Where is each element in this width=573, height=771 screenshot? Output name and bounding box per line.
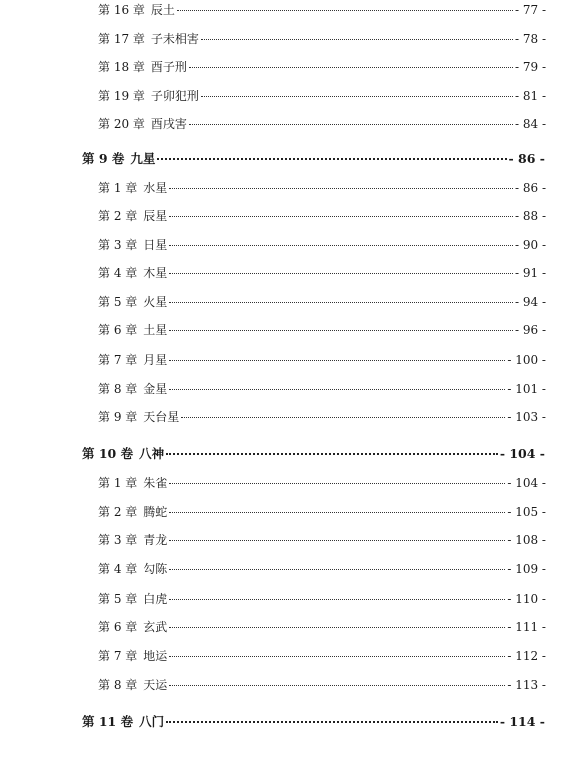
toc-volume-entry[interactable] [82, 714, 545, 730]
chapter-number: 第 17 章 [98, 32, 145, 46]
toc-chapter-entry[interactable] [98, 59, 546, 75]
chapter-number: 第 1 章 [98, 476, 138, 490]
chapter-number: 第 1 章 [98, 181, 138, 195]
dot-leader [181, 417, 505, 418]
dot-leader [189, 124, 513, 125]
page-number: - 90 - [514, 238, 546, 252]
toc-chapter-entry[interactable] [98, 619, 546, 635]
dot-leader [169, 360, 505, 361]
chapter-title: 水星 [143, 181, 168, 195]
volume-title: 九星 [130, 151, 156, 166]
chapter-title: 辰星 [143, 209, 168, 223]
dot-leader [169, 569, 505, 570]
toc-chapter-entry[interactable] [98, 88, 546, 104]
page-number: - 110 - [507, 592, 546, 606]
chapter-number: 第 4 章 [98, 562, 138, 576]
dot-leader [169, 540, 505, 541]
dot-leader [169, 483, 505, 484]
chapter-number: 第 7 章 [98, 649, 138, 663]
chapter-number: 第 8 章 [98, 382, 138, 396]
chapter-number: 第 2 章 [98, 505, 138, 519]
page-number: - 96 - [514, 323, 546, 337]
chapter-number: 第 6 章 [98, 620, 138, 634]
toc-chapter-entry[interactable] [98, 532, 546, 548]
chapter-title: 金星 [143, 382, 168, 396]
toc-chapter-entry[interactable] [98, 180, 546, 196]
toc-chapter-entry[interactable] [98, 208, 546, 224]
page-number: - 114 - [499, 714, 545, 729]
dot-leader [157, 158, 506, 160]
chapter-title: 玄武 [143, 620, 168, 634]
toc-volume-entry[interactable] [82, 151, 545, 167]
volume-title: 八神 [139, 446, 165, 461]
chapter-number: 第 8 章 [98, 678, 138, 692]
page-number: - 109 - [507, 562, 546, 576]
toc-chapter-entry[interactable] [98, 677, 546, 693]
toc-chapter-entry[interactable] [98, 352, 546, 368]
dot-leader [169, 245, 513, 246]
page-number: - 88 - [514, 209, 546, 223]
volume-number: 第 10 卷 [82, 446, 134, 461]
toc-chapter-entry[interactable] [98, 322, 546, 338]
chapter-number: 第 4 章 [98, 266, 138, 280]
dot-leader [166, 721, 498, 723]
dot-leader [169, 512, 505, 513]
dot-leader [177, 10, 513, 11]
volume-title: 八门 [139, 714, 165, 729]
toc-volume-entry[interactable] [82, 446, 545, 462]
page-number: - 77 - [514, 3, 546, 17]
dot-leader [169, 389, 505, 390]
chapter-title: 朱雀 [143, 476, 168, 490]
page-number: - 91 - [514, 266, 546, 280]
chapter-title: 月星 [143, 353, 168, 367]
toc-chapter-entry[interactable] [98, 237, 546, 253]
chapter-title: 青龙 [143, 533, 168, 547]
chapter-title: 天运 [143, 678, 168, 692]
page-number: - 105 - [507, 505, 546, 519]
toc-chapter-entry[interactable] [98, 409, 546, 425]
dot-leader [169, 685, 505, 686]
dot-leader [169, 330, 513, 331]
chapter-title: 火星 [143, 295, 168, 309]
toc-chapter-entry[interactable] [98, 561, 546, 577]
chapter-title: 勾陈 [143, 562, 168, 576]
volume-number: 第 11 卷 [82, 714, 134, 729]
chapter-number: 第 9 章 [98, 410, 138, 424]
dot-leader [189, 67, 513, 68]
dot-leader [169, 216, 513, 217]
dot-leader [169, 627, 505, 628]
chapter-number: 第 19 章 [98, 89, 145, 103]
dot-leader [169, 656, 505, 657]
chapter-number: 第 5 章 [98, 592, 138, 606]
chapter-number: 第 3 章 [98, 238, 138, 252]
chapter-number: 第 18 章 [98, 60, 145, 74]
page-number: - 86 - [508, 151, 545, 166]
chapter-title: 子未相害 [150, 32, 199, 46]
dot-leader [201, 39, 513, 40]
chapter-title: 腾蛇 [143, 505, 168, 519]
dot-leader [201, 96, 513, 97]
toc-chapter-entry[interactable] [98, 116, 546, 132]
dot-leader [169, 302, 513, 303]
page-number: - 100 - [507, 353, 546, 367]
toc-chapter-entry[interactable] [98, 294, 546, 310]
page-number: - 113 - [507, 678, 546, 692]
chapter-number: 第 6 章 [98, 323, 138, 337]
page-number: - 101 - [507, 382, 546, 396]
page-number: - 94 - [514, 295, 546, 309]
toc-chapter-entry[interactable] [98, 2, 546, 18]
dot-leader [169, 273, 513, 274]
chapter-number: 第 7 章 [98, 353, 138, 367]
page-number: - 79 - [514, 60, 546, 74]
dot-leader [169, 188, 513, 189]
chapter-number: 第 3 章 [98, 533, 138, 547]
toc-chapter-entry[interactable] [98, 265, 546, 281]
toc-chapter-entry[interactable] [98, 381, 546, 397]
page-number: - 84 - [514, 117, 546, 131]
chapter-title: 地运 [143, 649, 168, 663]
page-number: - 103 - [507, 410, 546, 424]
chapter-title: 子卯犯刑 [150, 89, 199, 103]
chapter-title: 土星 [143, 323, 168, 337]
toc-chapter-entry[interactable] [98, 591, 546, 607]
dot-leader [166, 453, 498, 455]
volume-number: 第 9 卷 [82, 151, 125, 166]
page-number: - 104 - [507, 476, 546, 490]
chapter-title: 酉戌害 [150, 117, 187, 131]
chapter-title: 白虎 [143, 592, 168, 606]
toc-chapter-entry[interactable] [98, 504, 546, 520]
dot-leader [169, 599, 505, 600]
toc-chapter-entry[interactable] [98, 31, 546, 47]
page-number: - 86 - [514, 181, 546, 195]
chapter-title: 辰土 [150, 3, 175, 17]
toc-chapter-entry[interactable] [98, 475, 546, 491]
page-number: - 112 - [507, 649, 546, 663]
chapter-number: 第 20 章 [98, 117, 145, 131]
toc-chapter-entry[interactable] [98, 648, 546, 664]
chapter-number: 第 16 章 [98, 3, 145, 17]
chapter-title: 木星 [143, 266, 168, 280]
page-number: - 108 - [507, 533, 546, 547]
chapter-number: 第 2 章 [98, 209, 138, 223]
chapter-title: 酉子刑 [150, 60, 187, 74]
page-number: - 104 - [499, 446, 545, 461]
chapter-number: 第 5 章 [98, 295, 138, 309]
page-number: - 78 - [514, 32, 546, 46]
chapter-title: 日星 [143, 238, 168, 252]
page-number: - 81 - [514, 89, 546, 103]
chapter-title: 天台星 [143, 410, 180, 424]
page-number: - 111 - [507, 620, 546, 634]
